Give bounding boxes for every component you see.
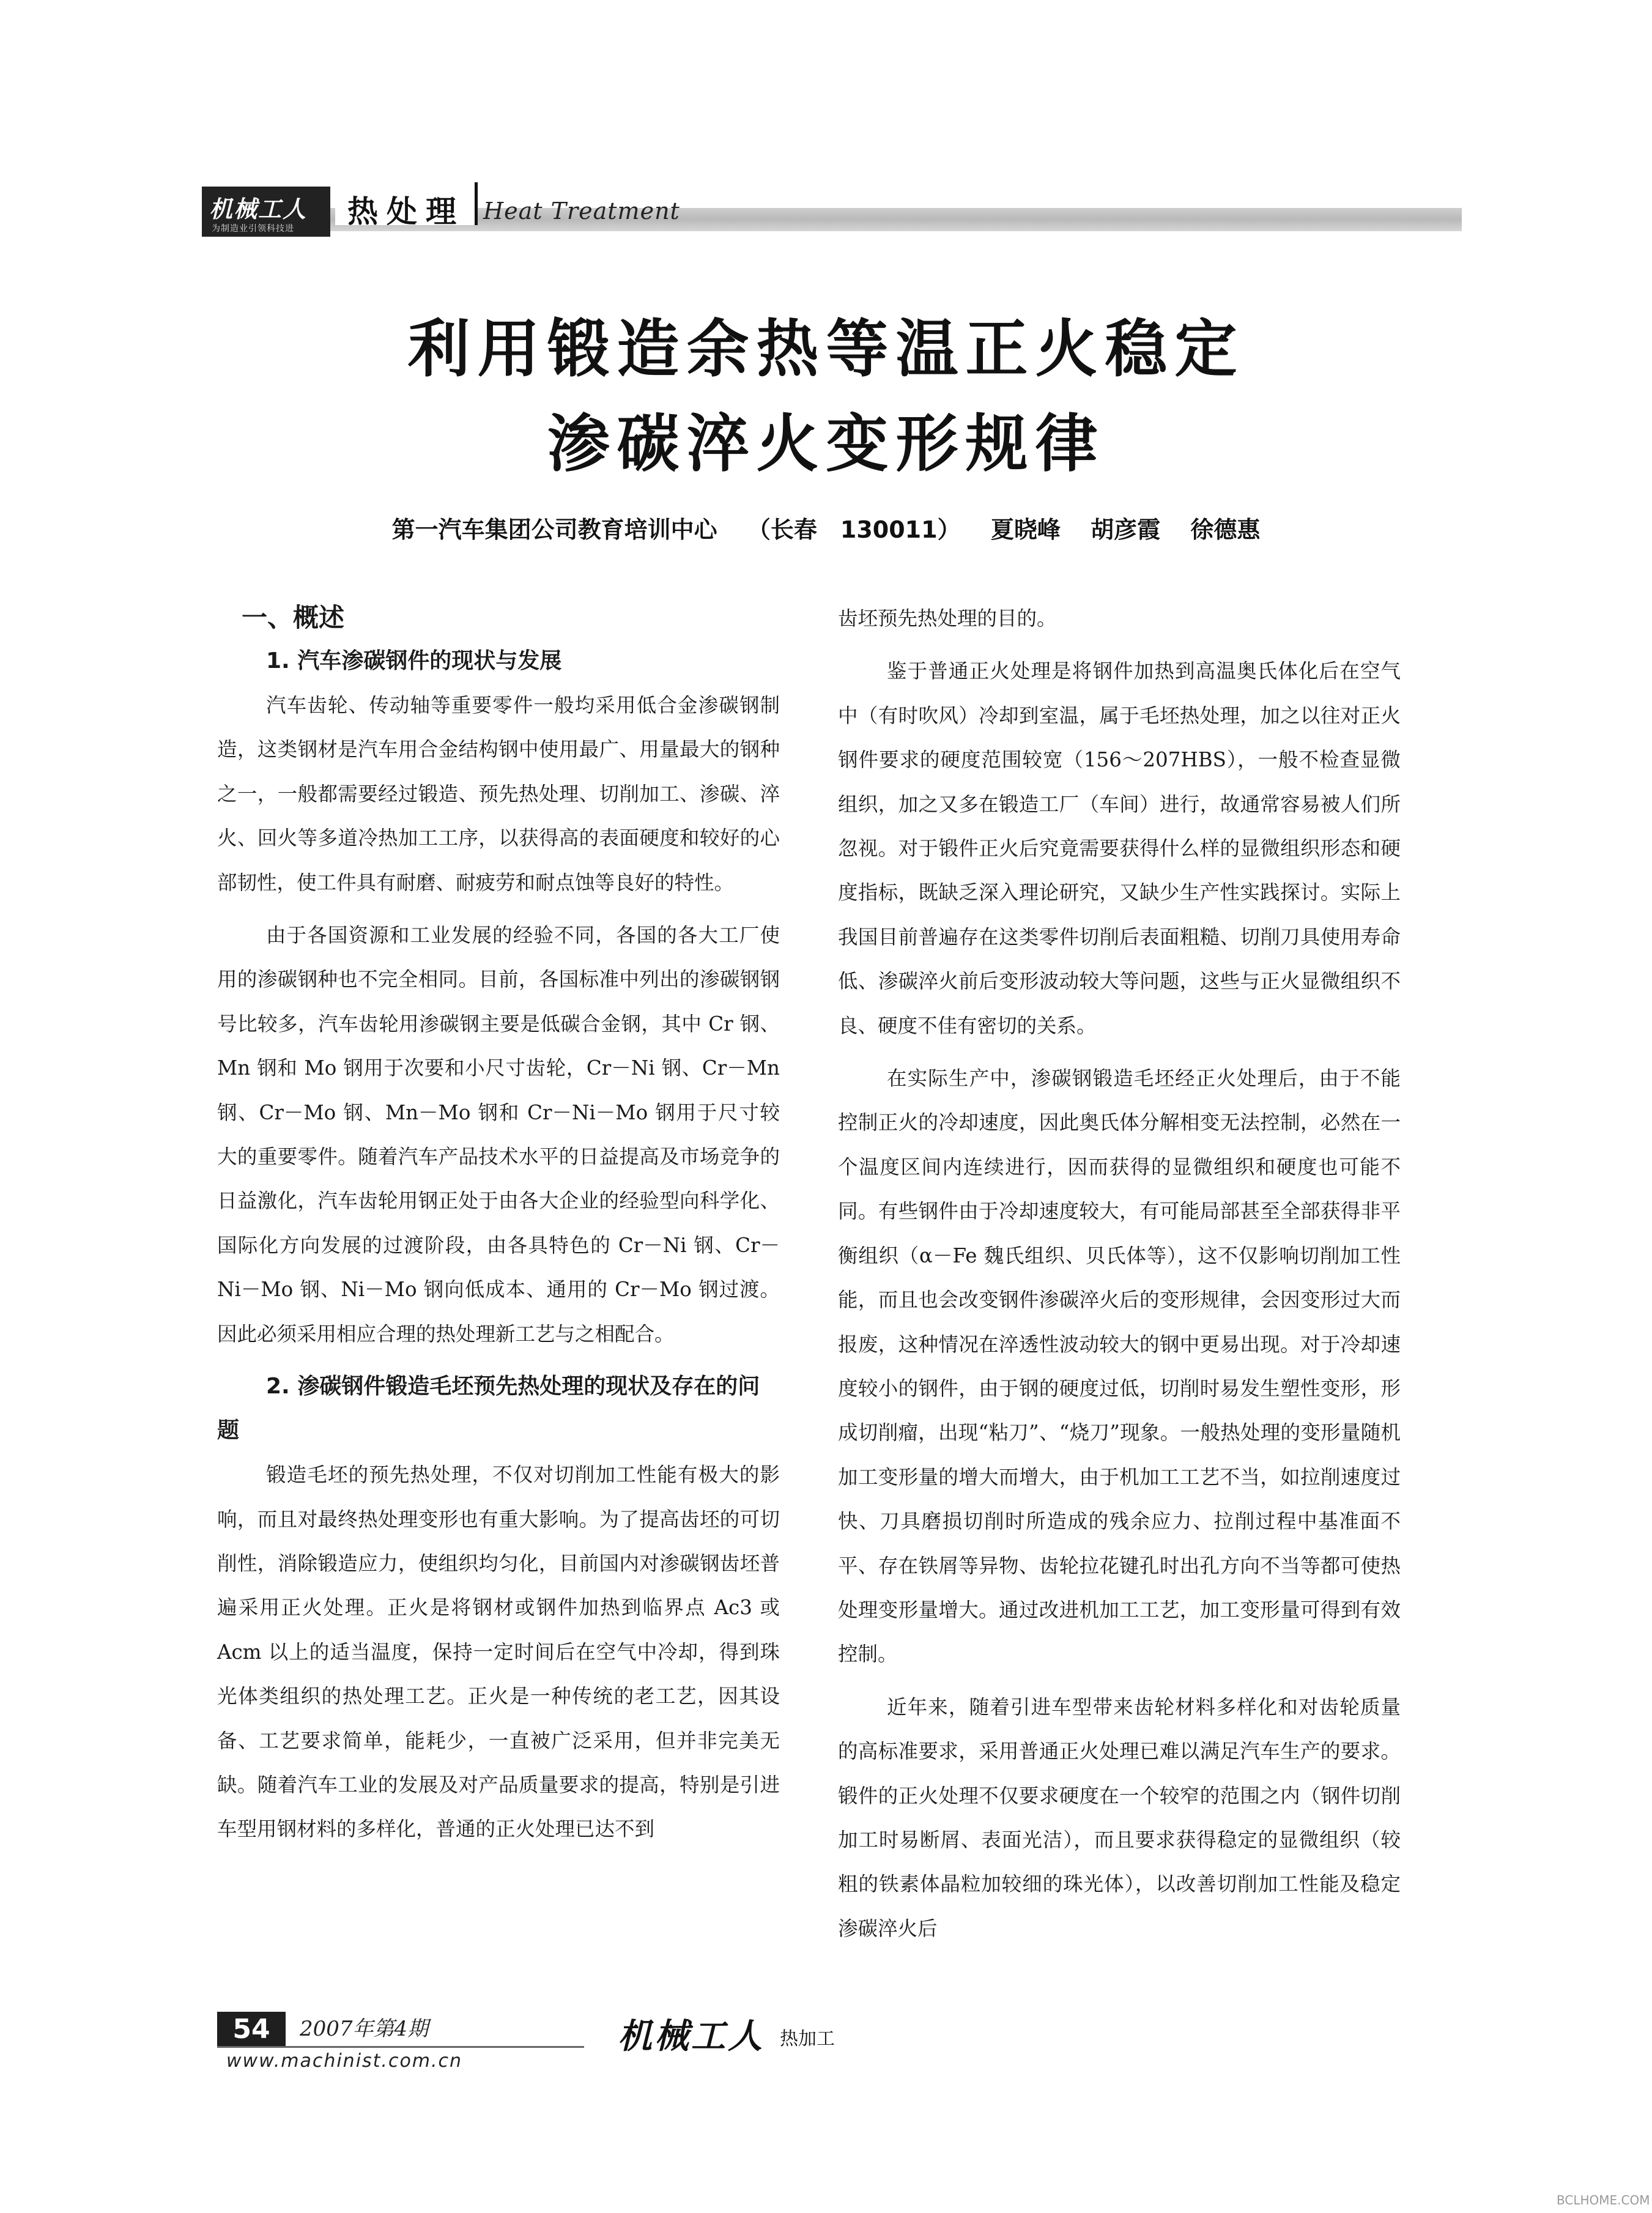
left-column xyxy=(217,596,780,1860)
paragraph: 锻造毛坯的预先热处理，不仅对切削加工性能有极大的影响，而且对最终热处理变形也有重大影响。为了提高齿坯的可切削性，消除锻造应力，使组织均匀化，目前国内对渗碳钢齿坯普遍采用正火处理。正火是将钢材或钢件加热到临界点 Ac3 或 Acm 以上的适当温度，保持一定时间后在空气中冷却，得到珠光体类组织的热处理工艺。正火是一种传统的老工艺，因其设备、工艺要求简单，能耗少，一直被广泛采用，但并非完美无缺。随着汽车工业的发展及对产品质量要求的提高，特别是引进车型用钢材料的多样化，普通的正火处理已达不到 xyxy=(217,1463,780,1841)
paragraph: 由于各国资源和工业发展的经验不同，各国的各大工厂使用的渗碳钢种也不完全相同。目前，各国标准中列出的渗碳钢钢号比较多，汽车齿轮用渗碳钢主要是低碳合金钢，其中 Cr 钢、Mn 钢和 Mo 钢用于次要和小尺寸齿轮，Cr－Ni 钢、Cr－Mn 钢、Cr－Mo 钢、Mn－Mo 钢和 Cr－Ni－Mo 钢用于尺寸较大的重要零件。随着汽车产品技术水平的日益提高及市场竞争的日益激化，汽车齿轮用钢正处于由各大企业的经验型向科学化、国际化方向发展的过渡阶段，由各具特色的 Cr－Ni 钢、Cr－Ni－Mo 钢、Ni－Mo 钢向低成本、通用的 Cr－Mo 钢过渡。因此必须采用相应合理的热处理新工艺与之相配合。 xyxy=(217,924,780,1346)
affiliation: 第一汽车集团公司教育培训中心 xyxy=(391,516,717,543)
author-1: 夏晓峰 xyxy=(990,516,1061,543)
author-2: 胡彦霞 xyxy=(1091,516,1161,543)
footer-magazine-logo: 机械工人 xyxy=(618,2016,765,2056)
magazine-logo: 机械工人 xyxy=(209,195,308,223)
issue-label: 2007年第4期 xyxy=(300,2017,429,2041)
subsection-heading: 1. 汽车渗碳钢件的现状与发展 xyxy=(266,648,562,673)
paragraph: 鉴于普通正火处理是将钢件加热到高温奥氏体化后在空气中（有时吹风）冷却到室温，属于毛坯热处理，加之以往对正火钢件要求的硬度范围较宽（156～207HBS），一般不检查显微组织，加之又多在锻造工厂（车间）进行，故通常容易被人们所忽视。对于锻件正火后究竟需要获得什么样的显微组织形态和硬度指标，既缺乏深入理论研究，又缺少生产性实践探讨。实际上我国目前普遍存在这类零件切削后表面粗糙、切削刀具使用寿命低、渗碳淬火前后变形波动较大等问题，这些与正火显微组织不良、硬度不佳有密切的关系。 xyxy=(838,659,1401,1037)
footer-magazine-sub: 热加工 xyxy=(780,2028,835,2050)
magazine-logo-box xyxy=(202,187,330,237)
magazine-logo-tagline: 为制造业引领科技进 xyxy=(212,224,294,234)
section-title-cn: 热处理 xyxy=(347,194,465,229)
section-title-en: Heat Treatment xyxy=(483,198,680,224)
paragraph: 近年来，随着引进车型带来齿轮材料多样化和对齿轮质量的高标准要求，采用普通正火处理已难以满足汽车生产的要求。锻件的正火处理不仅要求硬度在一个较窄的范围之内（钢件切削加工时易断屑、表面光洁），而且要求获得稳定的显微组织（较粗的铁素体晶粒加较细的珠光体），以改善切削加工性能及稳定渗碳淬火后 xyxy=(838,1695,1401,1940)
paragraph: 汽车齿轮、传动轴等重要零件一般均采用低合金渗碳钢制造，这类钢材是汽车用合金结构钢中使用最广、用量最大的钢种之一，一般都需要经过锻造、预先热处理、切削加工、渗碳、淬火、回火等多道冷热加工工序，以获得高的表面硬度和较好的心部韧性，使工件具有耐磨、耐疲劳和耐点蚀等良好的特性。 xyxy=(217,694,780,894)
subsection-heading: 2. 渗碳钢件锻造毛坯预先热处理的现状及存在的问题 xyxy=(217,1374,760,1444)
footer-divider xyxy=(217,2046,584,2048)
author-3: 徐德惠 xyxy=(1190,516,1261,543)
section-chip xyxy=(335,182,478,229)
byline xyxy=(0,511,1652,544)
right-column xyxy=(838,596,1401,1959)
article-title-line-1: 利用锻造余热等温正火稳定 xyxy=(407,313,1245,386)
section-heading: 一、概述 xyxy=(242,602,345,632)
location: （长春 130011） xyxy=(747,516,961,543)
paragraph: 在实际生产中，渗碳钢锻造毛坯经正火处理后，由于不能控制正火的冷却速度，因此奥氏体分解相变无法控制，必然在一个温度区间内连续进行，因而获得的显微组织和硬度也可能不同。有些钢件由于冷却速度较大，有可能局部甚至全部获得非平衡组织（α－Fe 魏氏组织、贝氏体等），这不仅影响切削加工性能，而且也会改变钢件渗碳淬火后的变形规律，会因变形过大而报废，这种情况在淬透性波动较大的钢中更易出现。对于冷却速度较小的钢件，由于钢的硬度过低，切削时易发生塑性变形，形成切削瘤，出现“粘刀”、“烧刀”现象。一般热处理的变形量随机加工变形量的增大而增大，由于机加工工艺不当，如拉削速度过快、刀具磨损切削时所造成的残余应力、拉削过程中基准面不平、存在铁屑等异物、齿轮拉花键孔时出孔方向不当等都可使热处理变形量增大。通过改进机加工工艺，加工变形量可得到有效控制。 xyxy=(838,1067,1401,1666)
paragraph-continued: 齿坯预先热处理的目的。 xyxy=(838,607,1057,630)
page-number: 54 xyxy=(217,2012,286,2047)
website-link[interactable]: www.machinist.com.cn xyxy=(226,2050,463,2072)
watermark: BCLHOME.COM xyxy=(1557,2193,1650,2207)
article-title-line-2: 渗碳淬火变形规律 xyxy=(547,408,1105,481)
